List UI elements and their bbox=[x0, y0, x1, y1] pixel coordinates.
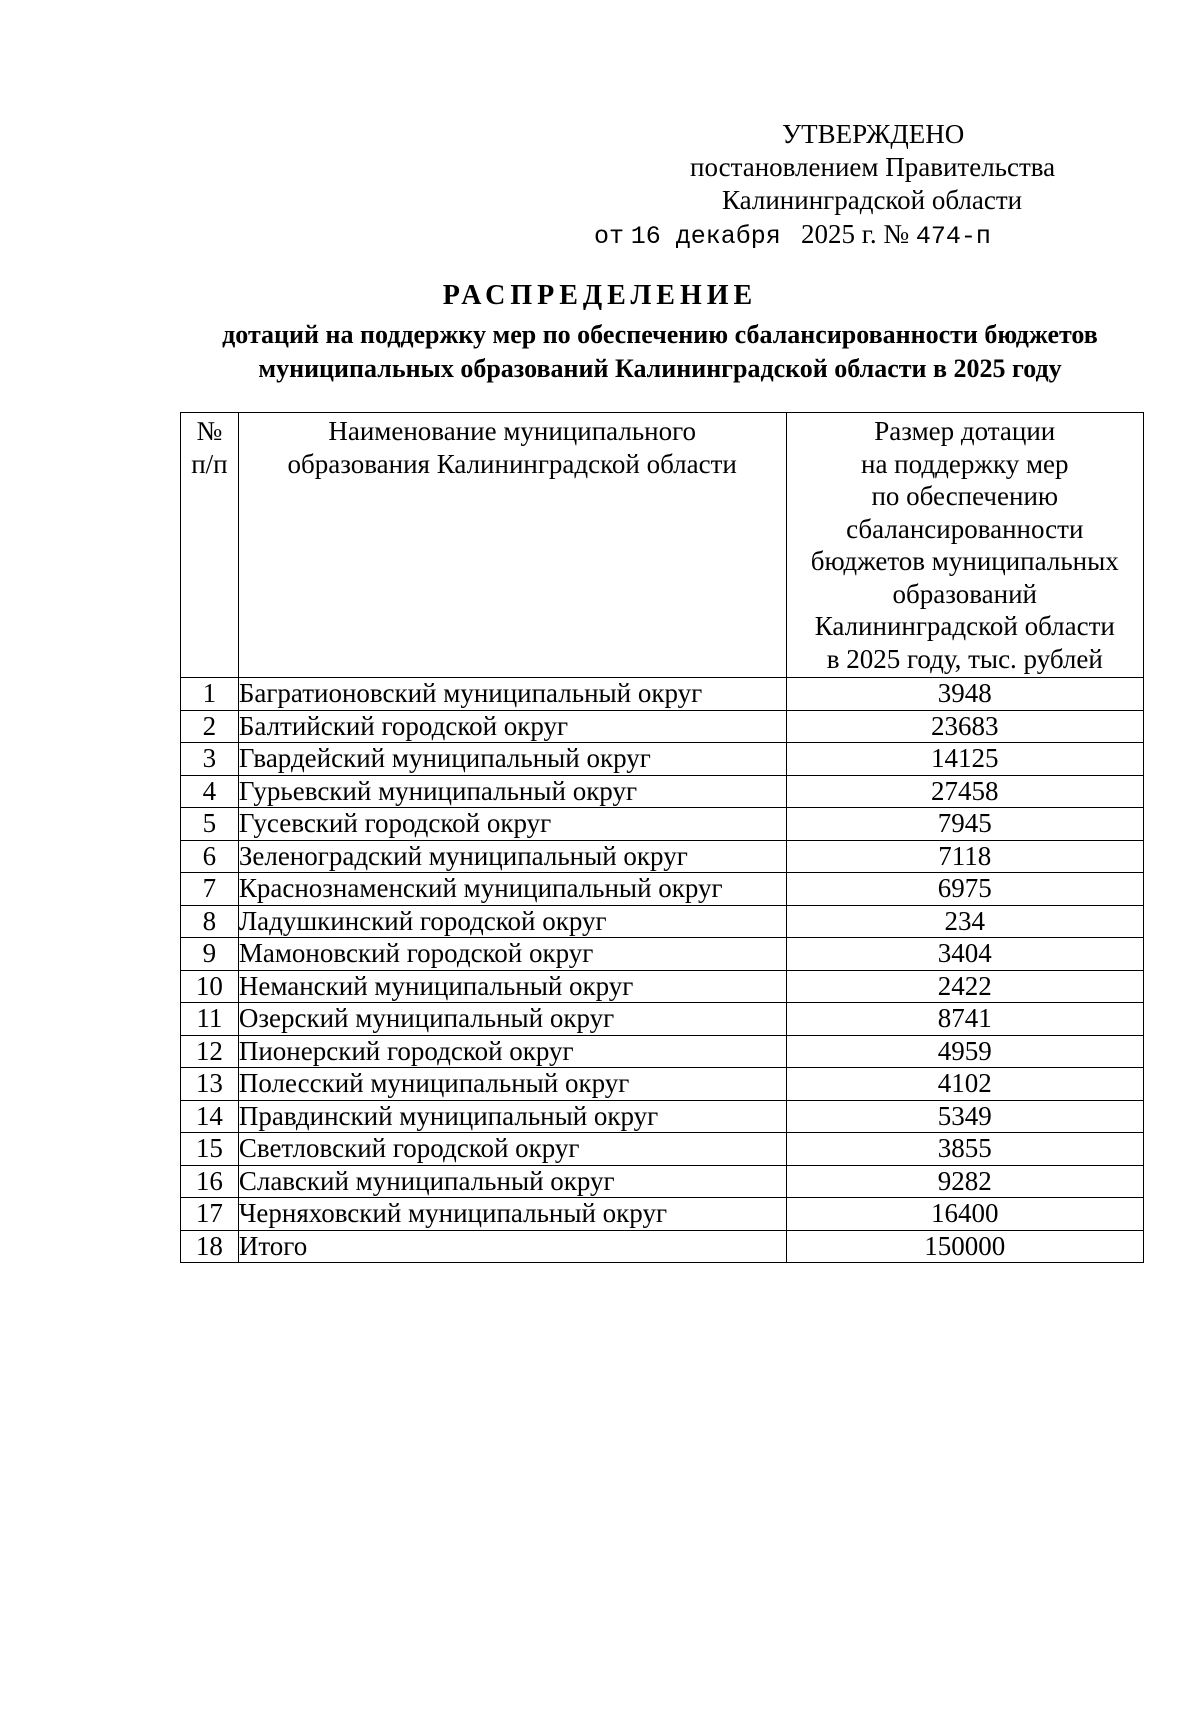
header-num-line-2: п/п bbox=[191, 448, 228, 479]
table-total-row bbox=[181, 1230, 1144, 1263]
row-amount: 6975 bbox=[786, 873, 1143, 906]
table-row bbox=[181, 775, 1144, 808]
row-num: 11 bbox=[181, 1003, 239, 1036]
header-amount-line-2: на поддержку мер bbox=[861, 448, 1069, 479]
row-num: 13 bbox=[181, 1068, 239, 1101]
row-num: 4 bbox=[181, 775, 239, 808]
row-amount: 4102 bbox=[786, 1068, 1143, 1101]
row-amount: 150000 bbox=[786, 1230, 1143, 1263]
subtitle-line-2: муниципальных образований Калининградской области в 2025 году bbox=[258, 354, 1062, 383]
row-name: Пионерский городской округ bbox=[238, 1035, 786, 1068]
table-row bbox=[181, 1068, 1144, 1101]
row-name: Балтийский городской округ bbox=[238, 710, 786, 743]
table-row bbox=[181, 1198, 1144, 1231]
approval-heading: УТВЕРЖДЕНО bbox=[782, 119, 965, 149]
row-name: Гусевский городской округ bbox=[238, 808, 786, 841]
header-amount bbox=[786, 413, 1143, 678]
approval-number: 474-п bbox=[915, 222, 991, 251]
row-num: 14 bbox=[181, 1100, 239, 1133]
approval-date-line bbox=[594, 218, 1114, 253]
header-amount-line-7: Калининградской области bbox=[814, 611, 1115, 641]
document-subtitle bbox=[160, 318, 1160, 386]
row-name: Правдинский муниципальный округ bbox=[238, 1100, 786, 1133]
header-amount-line-4: сбалансированности bbox=[846, 513, 1084, 544]
document-title: РАСПРЕДЕЛЕНИЕ bbox=[442, 280, 758, 311]
distribution-table bbox=[180, 412, 1144, 1263]
row-name: Гурьевский муниципальный округ bbox=[238, 775, 786, 808]
row-amount: 7945 bbox=[786, 808, 1143, 841]
header-num bbox=[181, 413, 239, 678]
header-name bbox=[238, 413, 786, 678]
row-amount: 7118 bbox=[786, 840, 1143, 873]
row-num: 10 bbox=[181, 970, 239, 1003]
row-amount: 23683 bbox=[786, 710, 1143, 743]
header-amount-line-1: Размер дотации bbox=[874, 416, 1056, 446]
row-amount: 5349 bbox=[786, 1100, 1143, 1133]
row-num: 18 bbox=[181, 1230, 239, 1263]
row-amount: 16400 bbox=[786, 1198, 1143, 1231]
row-name: Черняховский муниципальный округ bbox=[238, 1198, 786, 1231]
table-row bbox=[181, 808, 1144, 841]
approval-year: 2025 г. № bbox=[801, 219, 910, 249]
table-row bbox=[181, 938, 1144, 971]
table-row bbox=[181, 710, 1144, 743]
table-row bbox=[181, 1035, 1144, 1068]
table-row bbox=[181, 1100, 1144, 1133]
approval-issuer: постановлением Правительства bbox=[690, 152, 1056, 182]
table-row bbox=[181, 1003, 1144, 1036]
header-amount-line-8: в 2025 году, тыс. рублей bbox=[826, 643, 1103, 674]
row-name: Неманский муниципальный округ bbox=[238, 970, 786, 1003]
table-row bbox=[181, 1133, 1144, 1166]
table-row bbox=[181, 873, 1144, 906]
row-num: 15 bbox=[181, 1133, 239, 1166]
row-name: Полесский муниципальный округ bbox=[238, 1068, 786, 1101]
table-row bbox=[181, 678, 1144, 711]
row-amount: 3855 bbox=[786, 1133, 1143, 1166]
row-amount: 8741 bbox=[786, 1003, 1143, 1036]
table-row bbox=[181, 1165, 1144, 1198]
row-name: Зеленоградский муниципальный округ bbox=[238, 840, 786, 873]
row-amount: 27458 bbox=[786, 775, 1143, 808]
row-num: 1 bbox=[181, 678, 239, 711]
row-num: 12 bbox=[181, 1035, 239, 1068]
row-name: Багратионовский муниципальный округ bbox=[238, 678, 786, 711]
row-name: Итого bbox=[238, 1230, 786, 1263]
header-name-line-2: образования Калининградской области bbox=[287, 448, 737, 479]
table-row bbox=[181, 905, 1144, 938]
row-name: Светловский городской округ bbox=[238, 1133, 786, 1166]
table-header-row bbox=[181, 413, 1144, 678]
row-amount: 2422 bbox=[786, 970, 1143, 1003]
row-num: 16 bbox=[181, 1165, 239, 1198]
row-amount: 3404 bbox=[786, 938, 1143, 971]
header-name-line-1: Наименование муниципального bbox=[328, 416, 697, 446]
table-row bbox=[181, 970, 1144, 1003]
row-name: Славский муниципальный округ bbox=[238, 1165, 786, 1198]
subtitle-line-1: дотаций на поддержку мер по обеспечению сбалансированности бюджетов bbox=[222, 320, 1098, 349]
row-num: 9 bbox=[181, 938, 239, 971]
row-amount: 3948 bbox=[786, 678, 1143, 711]
header-num-line-1: № bbox=[196, 416, 223, 446]
row-num: 17 bbox=[181, 1198, 239, 1231]
header-amount-line-3: по обеспечению bbox=[871, 481, 1059, 511]
row-name: Ладушкинский городской округ bbox=[238, 905, 786, 938]
row-amount: 9282 bbox=[786, 1165, 1143, 1198]
header-amount-line-5: бюджетов муниципальных bbox=[810, 546, 1119, 576]
header-amount-line-6: образований bbox=[892, 578, 1037, 609]
row-name: Гвардейский муниципальный округ bbox=[238, 743, 786, 776]
approval-prefix: от bbox=[594, 222, 625, 251]
row-num: 3 bbox=[181, 743, 239, 776]
row-name: Краснознаменский муниципальный округ bbox=[238, 873, 786, 906]
approval-date: 16 декабря bbox=[630, 222, 781, 251]
row-amount: 4959 bbox=[786, 1035, 1143, 1068]
row-num: 5 bbox=[181, 808, 239, 841]
table-row bbox=[181, 743, 1144, 776]
row-num: 8 bbox=[181, 905, 239, 938]
row-name: Озерский муниципальный округ bbox=[238, 1003, 786, 1036]
approval-stamp bbox=[594, 118, 1114, 253]
row-name: Мамоновский городской округ bbox=[238, 938, 786, 971]
row-amount: 234 bbox=[786, 905, 1143, 938]
row-amount: 14125 bbox=[786, 743, 1143, 776]
row-num: 7 bbox=[181, 873, 239, 906]
approval-region: Калининградской области bbox=[722, 185, 1023, 215]
table-row bbox=[181, 840, 1144, 873]
row-num: 2 bbox=[181, 710, 239, 743]
row-num: 6 bbox=[181, 840, 239, 873]
